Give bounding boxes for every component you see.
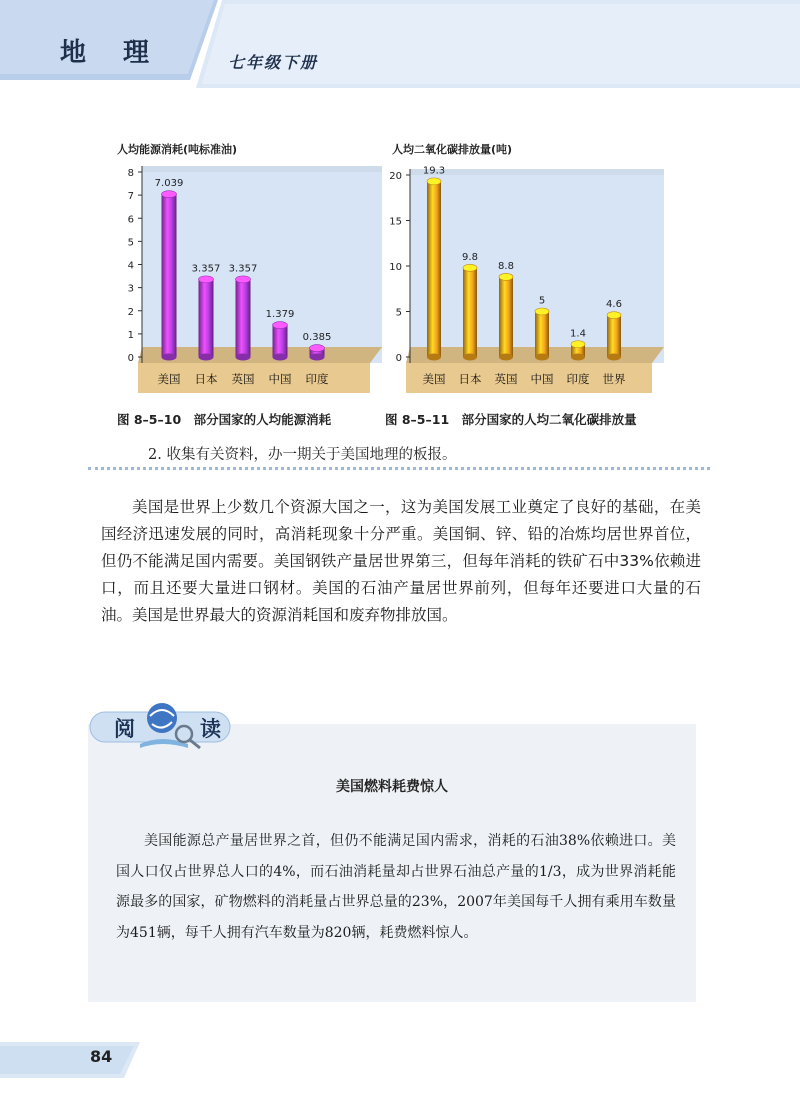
bar-cap [162, 191, 177, 198]
y-tick-label: 1 [127, 329, 134, 341]
page-number: 84 [90, 1047, 113, 1066]
bar-body [463, 268, 477, 357]
y-tick-label: 3 [127, 283, 134, 295]
bar [463, 264, 477, 360]
bar-base [571, 354, 585, 361]
y-tick-label: 0 [127, 353, 134, 364]
y-tick-label: 20 [389, 171, 402, 182]
y-tick-label: 15 [389, 216, 402, 228]
bar [427, 178, 441, 361]
y-tick-label: 8 [127, 168, 134, 179]
data-label: 1.4 [570, 328, 586, 340]
bar [607, 312, 621, 361]
bar-base [236, 354, 251, 361]
reading-badge [88, 696, 238, 756]
bar-cap [607, 312, 621, 319]
category-label: 英国 [231, 372, 255, 386]
category-label: 印度 [566, 372, 590, 386]
category-label: 印度 [305, 372, 329, 386]
dotted-divider [88, 467, 710, 470]
category-label: 日本 [458, 372, 482, 386]
y-tick-label: 5 [395, 307, 402, 319]
bar-base [499, 354, 513, 361]
y-tick-label: 2 [127, 306, 134, 318]
category-label: 中国 [268, 372, 292, 386]
bar [273, 322, 288, 361]
bar [499, 273, 513, 360]
y-tick-label: 0 [395, 353, 402, 364]
data-label: 9.8 [462, 251, 478, 263]
body-paragraph: 美国是世界上少数几个资源大国之一，这为美国发展工业奠定了良好的基础，在美国经济迅速发展的同时，高消耗现象十分严重。美国铜、锌、铅的冶炼均居世界首位，但仍不能满足国内需要。美国钢铁产量居世界第三，但每年消耗的铁矿石中33%依赖进口，而且还要大量进口钢材。美国的石油产量居世界前列，但每年还要进口大量的石油。美国是世界最大的资源消耗国和废弃物排放国。 [101, 498, 701, 624]
y-tick-label: 7 [127, 191, 134, 203]
y-tick-label: 4 [127, 260, 134, 272]
data-label: 1.379 [265, 309, 295, 321]
bar-cap [463, 264, 477, 271]
bar [199, 276, 214, 361]
bar-base [463, 354, 477, 361]
bar-body [535, 312, 549, 358]
category-label: 美国 [157, 372, 181, 386]
bar-body [499, 277, 513, 357]
bar-cap [273, 322, 288, 329]
bar-cap [310, 345, 325, 352]
category-label: 英国 [494, 372, 518, 386]
subject-title: 地 理 [60, 38, 164, 68]
y-tick-label: 6 [127, 214, 134, 226]
bar-base [199, 354, 214, 361]
badge-right-text: 读 [200, 717, 221, 741]
chart-background [142, 166, 382, 363]
bar [236, 276, 251, 361]
y-tick-label: 5 [127, 237, 134, 249]
data-label: 19.3 [422, 165, 446, 177]
chart2-caption: 图 8–5–11 部分国家的人均二氧化碳排放量 [385, 412, 637, 427]
bar-cap [236, 276, 251, 283]
bar-body [607, 315, 621, 357]
y-tick-label: 10 [389, 262, 402, 273]
bar-cap [535, 308, 549, 315]
bar [310, 345, 325, 361]
chart1-title: 人均能源消耗(吨标准油) [117, 143, 238, 156]
data-label: 8.8 [498, 260, 514, 272]
category-label: 日本 [194, 372, 218, 386]
bar-base [310, 354, 325, 361]
bar [162, 191, 177, 361]
category-label: 世界 [602, 372, 626, 386]
bar-cap [427, 178, 441, 185]
bar-base [535, 354, 549, 361]
activity-item: 2. 收集有关资料，办一期关于美国地理的板报。 [148, 447, 457, 463]
data-label: 5 [538, 295, 546, 307]
bar-base [427, 354, 441, 361]
bar [535, 308, 549, 361]
bar-body [199, 279, 214, 357]
chart2-title: 人均二氧化碳排放量(吨) [392, 143, 513, 156]
chart1-caption: 图 8–5–10 部分国家的人均能源消耗 [117, 412, 332, 427]
bar-cap [571, 341, 585, 348]
bar-base [607, 354, 621, 361]
energy-consumption-chart [110, 158, 390, 400]
category-label: 美国 [422, 372, 446, 386]
bar-base [162, 354, 177, 361]
badge-left-text: 阅 [114, 717, 135, 741]
reading-text: 美国能源总产量居世界之首，但仍不能满足国内需求，消耗的石油38%依赖进口。美国人口仅占世界总人口的4%，而石油消耗量却占世界石油总产量的1/3，成为世界消耗能源最多的国家，矿物燃料的消耗量占世界总量的23%，2007年美国每千人拥有乘用车数量为451辆，每千人拥有汽车数量为820辆，耗费燃料惊人。 [116, 833, 676, 941]
bar-body [427, 181, 441, 357]
data-label: 4.6 [606, 299, 622, 311]
co2-emission-chart [382, 158, 672, 400]
category-label: 中国 [530, 372, 554, 386]
bar-body [162, 194, 177, 357]
data-label: 3.357 [191, 263, 221, 275]
grade-label: 七年级下册 [228, 53, 319, 72]
bar-cap [199, 276, 214, 283]
page-number-tab [0, 1042, 160, 1078]
data-label: 7.039 [154, 178, 184, 190]
bar-body [273, 325, 288, 357]
bar-base [273, 354, 288, 361]
data-label: 3.357 [228, 263, 258, 275]
data-label: 0.385 [302, 332, 332, 344]
bar-body [236, 279, 251, 357]
bar [571, 341, 585, 361]
bar-cap [499, 273, 513, 280]
reading-title: 美国燃料耗费惊人 [336, 779, 448, 795]
